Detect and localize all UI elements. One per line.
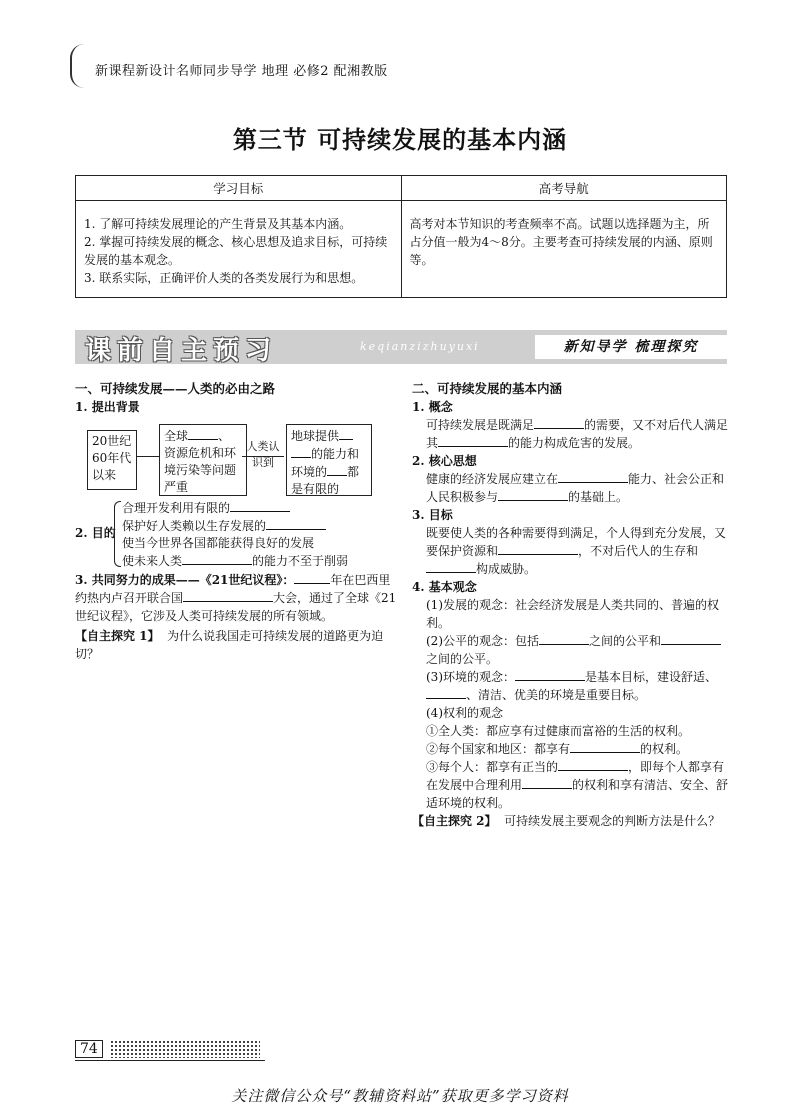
goal-text: 既要使人类的各种需要得到满足，个人得到充分发展，又要保护资源和 ，不对后代人的生存和构成威胁。 [426, 526, 727, 576]
header-curve-decoration [70, 44, 88, 88]
goals-table [75, 175, 727, 298]
core-text: 健康的经济发展应建立在 能力、社会公正和人民积极参与 的基础上。 [426, 472, 725, 504]
diagram-arrow-label: 人类认识到 [246, 440, 280, 469]
view-development: (1)发展的观念：社会经济发展是人类共同的、普遍的权利。 [426, 598, 720, 630]
exam-guide-header: 高考导航 [401, 176, 727, 201]
banner-pinyin: keqianzizhuyuxi [360, 340, 480, 353]
goal-item: 2. 掌握可持续发展的概念、核心思想及追求目标，可持续发展的基本观念。 [84, 235, 388, 267]
explore-text: 为什么说我国走可持续发展的道路更为迫切？ [75, 629, 384, 661]
goal-item: 1. 了解可持续发展理论的产生背景及其基本内涵。 [84, 217, 352, 231]
page-number-rule [75, 1060, 265, 1061]
view-environment: (3)环境的观念： 是基本目标，建设舒适、、清洁、优美的环境是重要目标。 [426, 670, 718, 702]
view-rights: (4)权利的观念 [426, 706, 503, 720]
explore-question-2 [412, 812, 732, 830]
diagram-connector [137, 456, 159, 457]
banner-title: 课前自主预习 [85, 336, 278, 366]
fill-blank [291, 445, 311, 458]
right-mankind: ①全人类：都应享有过健康而富裕的生活的权利。 [426, 724, 691, 738]
box-text: 的能力和环境的 [291, 447, 360, 479]
box-text: 、资源危机和环境污染等问题严重 [164, 429, 237, 494]
explore-tag: 【自主探究 2】 [412, 814, 497, 828]
views-heading: 4. 基本观念 [412, 580, 477, 594]
banner-subtitle: 新知导学 梳理探究 [535, 335, 727, 359]
diagram-arrow [242, 456, 284, 457]
goal-item: 3. 联系实际，正确评价人类的各类发展行为和思想。 [84, 271, 364, 285]
fill-blank [188, 427, 218, 440]
aims-bracket [114, 501, 121, 567]
exam-guide-text: 高考对本节知识的考查频率不高。试题以选择题为主，所占分值一般为4～8分。主要考查可持续发展的内涵、原则等。 [401, 201, 727, 298]
fill-blank [339, 427, 353, 440]
aim-item: 保护好人类赖以生存发展的 [122, 517, 392, 535]
aim-item: 使当今世界各国都能获得良好的发展 [122, 536, 315, 550]
aim-item: 使未来人类 的能力不至于削弱 [122, 554, 349, 568]
explore-text: 可持续发展主要观念的判断方法是什么？ [504, 814, 721, 828]
box-text: 都是有限的 [291, 465, 360, 496]
explore-tag: 【自主探究 1】 [75, 629, 160, 643]
explore-question-1 [75, 627, 397, 663]
right-column [412, 380, 732, 830]
agenda-paragraph: 3. 共同努力的成果——《21世纪议程》： 年在巴西里约热内卢召开联合国 大会，通过了全球《21世纪议程》，它涉及人类可持续发展的所有领域。 [75, 573, 397, 623]
right-country: ②每个国家和地区：都享有 的权利。 [426, 742, 689, 756]
goals-list [76, 201, 402, 298]
aims-heading: 2. 目的 [75, 526, 116, 540]
fill-blank [327, 463, 347, 476]
background-heading: 1. 提出背景 [75, 400, 140, 414]
agenda-heading: 3. 共同努力的成果——《21世纪议程》： [75, 573, 295, 587]
box-text: 地球提供 [291, 429, 340, 443]
core-heading: 2. 核心思想 [412, 454, 477, 468]
goals-header: 学习目标 [76, 176, 402, 201]
footer-note: 关注微信公众号“教辅资料站”获取更多学习资料 [231, 1087, 569, 1105]
view-fairness: (2)公平的观念：包括 之间的公平和之间的公平。 [412, 632, 732, 668]
diagram-box-era: 20世纪60年代以来 [87, 430, 137, 490]
diagram-box-limits [286, 424, 372, 496]
left-column [75, 380, 395, 416]
section-one-title: 一、可持续发展——人类的必由之路 [75, 381, 276, 396]
page-number-dots [110, 1040, 260, 1058]
aims-list [122, 499, 392, 570]
goal-heading: 3. 目标 [412, 508, 453, 522]
page-number: 74 [75, 1040, 103, 1058]
right-individual: ③每个人：都享有正当的 ，即每个人都享有在发展中合理利用 的权利和享有清洁、安全、舒适环境的权利。 [426, 760, 729, 810]
box-text: 全球 [164, 429, 189, 443]
page-title: 第三节 可持续发展的基本内涵 [232, 125, 568, 154]
aim-item: 合理开发利用有限的 [122, 499, 392, 517]
section-two-title: 二、可持续发展的基本内涵 [412, 381, 563, 396]
running-header: 新课程新设计名师同步导学 地理 必修2 配湘教版 [95, 64, 388, 79]
concept-heading: 1. 概念 [412, 400, 453, 414]
concept-text: 可持续发展是既满足 的需要，又不对后代人满足其 的能力构成危害的发展。 [426, 418, 729, 450]
diagram-box-problems [159, 424, 247, 496]
